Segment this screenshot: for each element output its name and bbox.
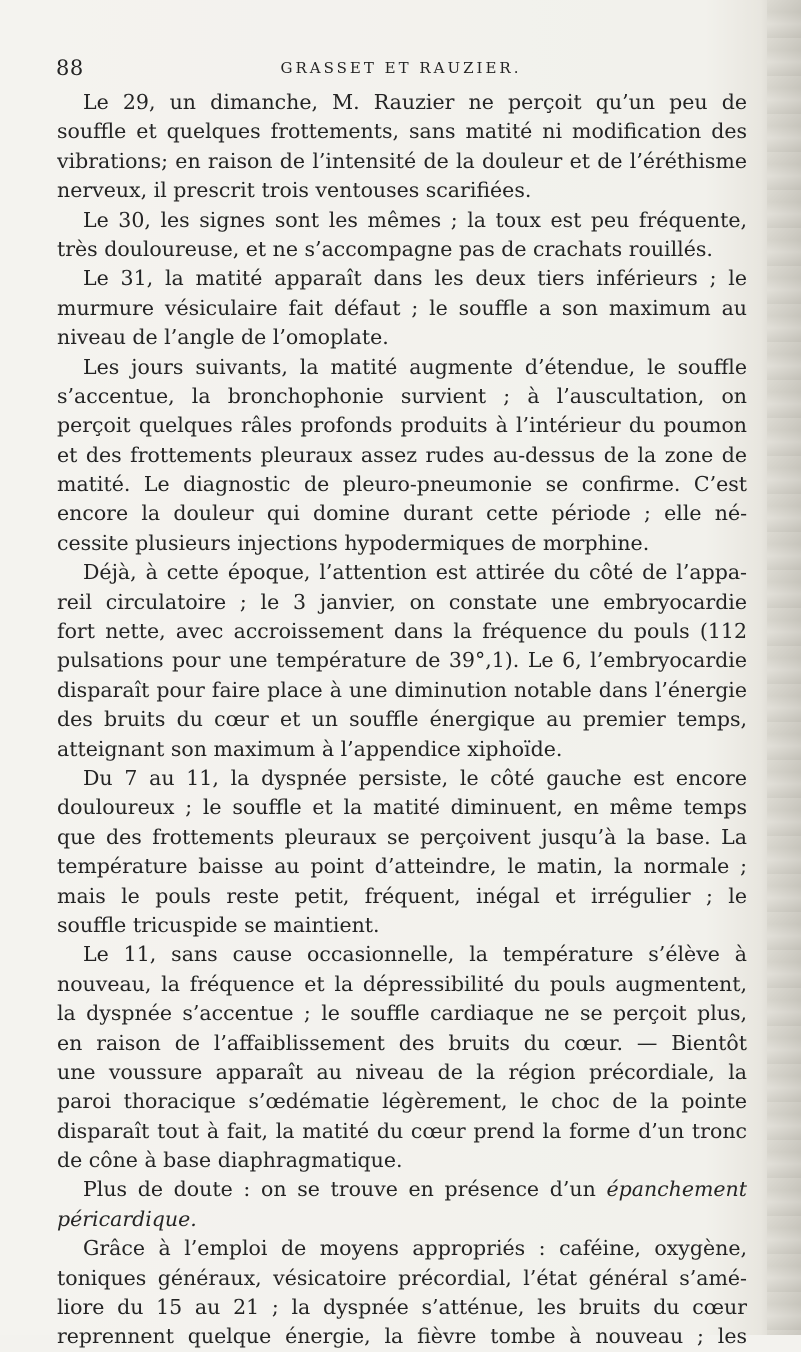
text-line: des bruits du cœur et un souffle énergique au premier temps,: [57, 707, 747, 732]
text-line: fort nette, avec accroissement dans la fréquence du pouls (112: [57, 619, 747, 644]
text-line: Le 11, sans cause occasionnelle, la température s’élève à: [83, 942, 747, 967]
text-line: reil circulatoire ; le 3 janvier, on constate une embryocardie: [57, 589, 747, 614]
text-line: nerveux, il prescrit trois ventouses scarifiées.: [57, 178, 532, 203]
text-line: Le 31, la matité apparaît dans les deux tiers inférieurs ; le: [83, 266, 747, 291]
text-line: souffle et quelques frottements, sans matité ni modification des: [57, 119, 747, 144]
text-line: encore la douleur qui domine durant cette période ; elle né-: [57, 501, 747, 526]
text-line: [57, 1205, 747, 1234]
page-edge-shadow: [767, 0, 801, 1335]
text-line: et des frottements pleuraux assez rudes au-dessus de la zone de: [57, 442, 747, 467]
text-span: Plus de doute : on se trouve en présence d’un: [83, 1177, 596, 1202]
italic-text: épanchement: [606, 1177, 747, 1202]
text-line: souffle tricuspide se maintient.: [57, 912, 380, 937]
running-head: GRASSET ET RAUZIER.: [280, 59, 522, 77]
text-line: très douloureuse, et ne s’accompagne pas de crachats rouillés.: [57, 236, 713, 261]
text-line: perçoit quelques râles profonds produits à l’intérieur du poumon: [57, 413, 747, 438]
text-line: atteignant son maximum à l’appendice xiphoïde.: [57, 736, 563, 761]
text-line: douloureux ; le souffle et la matité diminuent, en même temps: [57, 795, 747, 820]
body-text: [57, 88, 747, 1352]
text-line: murmure vésiculaire fait défaut ; le souffle a son maximum au: [57, 295, 747, 320]
text-line: niveau de l’angle de l’omoplate.: [57, 325, 389, 350]
text-line: Les jours suivants, la matité augmente d’étendue, le souffle: [83, 354, 747, 379]
text-line: température baisse au point d’atteindre, le matin, la normale ;: [57, 854, 747, 879]
page-header: [56, 56, 746, 84]
text-line: matité. Le diagnostic de pleuro-pneumonie se confirme. C’est: [57, 472, 747, 497]
text-line: paroi thoracique s’œdématie légèrement, le choc de la pointe: [57, 1089, 747, 1114]
text-line: mais le pouls reste petit, fréquent, inégal et irrégulier ; le: [57, 883, 747, 908]
text-line: toniques généraux, vésicatoire précordial, l’état général s’amé-: [57, 1265, 747, 1290]
text-line: disparaît pour faire place à une diminution notable dans l’énergie: [57, 677, 747, 702]
text-line: Grâce à l’emploi de moyens appropriés : caféine, oxygène,: [83, 1236, 747, 1261]
text-line: la dyspnée s’accentue ; le souffle cardiaque ne se perçoit plus,: [57, 1001, 747, 1026]
text-line: Le 30, les signes sont les mêmes ; la toux est peu fréquente,: [83, 207, 747, 232]
text-line: de cône à base diaphragmatique.: [57, 1148, 403, 1173]
text-line: une voussure apparaît au niveau de la région précordiale, la: [57, 1059, 747, 1084]
text-line: cessite plusieurs injections hypodermiques de morphine.: [57, 530, 650, 555]
text-line: reprennent quelque énergie, la fièvre tombe à nouveau ; les: [57, 1324, 747, 1349]
text-line: vibrations; en raison de l’intensité de la douleur et de l’éréthisme: [57, 148, 747, 173]
text-line: pulsations pour une température de 39°,1). Le 6, l’embryocardie: [57, 648, 747, 673]
italic-text: péricardique.: [57, 1206, 197, 1231]
text-line: liore du 15 au 21 ; la dyspnée s’atténue, les bruits du cœur: [57, 1295, 747, 1320]
text-line: Déjà, à cette époque, l’attention est attirée du côté de l’appa-: [83, 560, 747, 585]
text-line: disparaît tout à fait, la matité du cœur prend la forme d’un tronc: [57, 1118, 747, 1143]
text-line: en raison de l’affaiblissement des bruits du cœur. — Bientôt: [57, 1030, 747, 1055]
page-number: 88: [56, 56, 84, 80]
text-line: [57, 1175, 747, 1204]
text-line: Du 7 au 11, la dyspnée persiste, le côté gauche est encore: [83, 765, 747, 790]
text-line: Le 29, un dimanche, M. Rauzier ne perçoit qu’un peu de: [83, 90, 747, 114]
text-line: s’accentue, la bronchophonie survient ; à l’auscultation, on: [57, 383, 747, 408]
text-line: nouveau, la fréquence et la dépressibilité du pouls augmentent,: [57, 971, 747, 996]
text-line: que des frottements pleuraux se perçoivent jusqu’à la base. La: [57, 824, 747, 849]
